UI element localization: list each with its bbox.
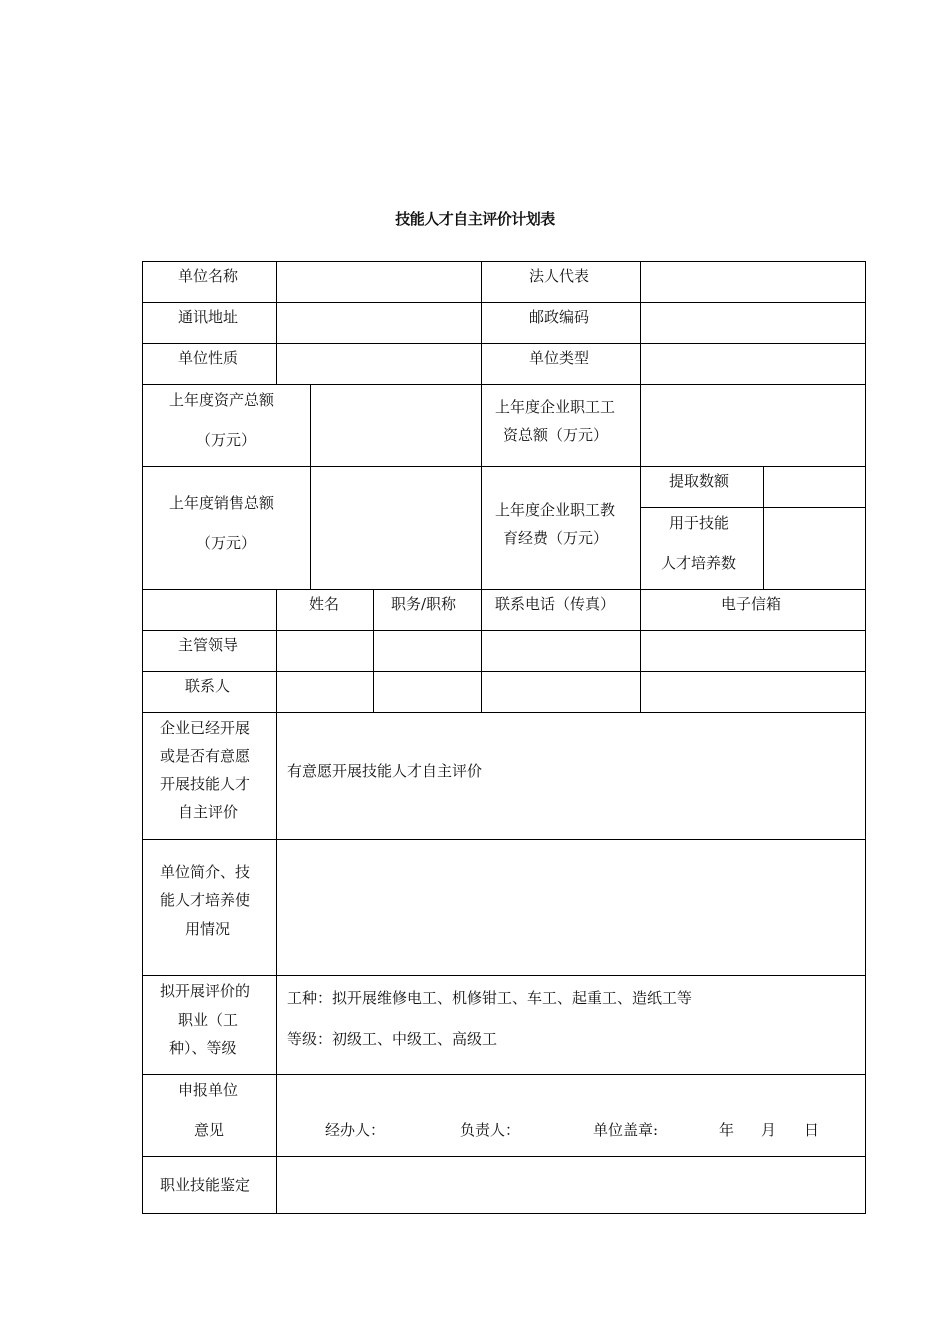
edu-label-cell [481,466,641,590]
contact-person-phone-field[interactable] [481,671,641,713]
occupation-label-line2: 职业（工 [178,1011,239,1029]
intent-value: 有意愿开展技能人才自主评价 [287,762,483,780]
profile-field[interactable] [276,839,866,976]
training-use-label-cell [640,507,764,590]
unit-type-label: 单位类型 [529,349,590,367]
training-use-label-line2: 人才培养数 [661,554,737,572]
unit-nature-label: 单位性质 [178,349,239,367]
occupation-field[interactable] [276,975,866,1075]
contact-person-name-field[interactable] [276,671,374,713]
sales-label-line2: （万元） [196,534,257,552]
profile-label-line1: 单位简介、技 [160,863,251,881]
wage-field[interactable] [640,384,866,467]
opinion-label-line1: 申报单位 [178,1081,239,1099]
month-label: 月 [761,1121,777,1139]
edu-label-line1: 上年度企业职工教 [495,501,616,519]
occupation-label-line3: 种）、等级 [169,1039,237,1057]
contact-header-email-text: 电子信箱 [721,595,782,613]
unit-nature-field[interactable] [276,343,482,385]
contact-header-title [373,589,482,631]
unit-type-field[interactable] [640,343,866,385]
occupation-label-cell [142,975,277,1075]
leader-label: 主管领导 [178,636,239,654]
occupation-types: 工种：拟开展维修电工、机修钳工、车工、起重工、造纸工等 [287,989,693,1007]
intent-label-line4: 自主评价 [178,803,239,821]
opinion-field[interactable] [276,1074,866,1157]
unit-name-label-cell [142,261,277,303]
address-label-cell [142,302,277,344]
unit-nature-label-cell [142,343,277,385]
profile-label-line2: 能人才培养使 [160,891,251,909]
contact-person-title-field[interactable] [373,671,482,713]
contact-header-phone-text: 联系电话（传真） [495,595,616,613]
contact-header-name [276,589,374,631]
wage-label-line2: 资总额（万元） [503,426,609,444]
year-label: 年 [719,1121,735,1139]
legal-rep-field[interactable] [640,261,866,303]
contact-person-label-cell [142,671,277,713]
seal-label: 单位盖章: [593,1121,659,1139]
extract-amount-label-cell [640,466,764,508]
occupation-label-line1: 拟开展评价的 [160,982,251,1000]
contact-person-email-field[interactable] [640,671,866,713]
intent-field[interactable] [276,712,866,840]
contact-header-email [640,589,866,631]
address-field[interactable] [276,302,482,344]
unit-name-field[interactable] [276,261,482,303]
contact-header-title-text: 职务/职称 [391,595,457,613]
contact-person-label: 联系人 [185,677,231,695]
postcode-label-cell [481,302,641,344]
leader-title-field[interactable] [373,630,482,672]
leader-name-field[interactable] [276,630,374,672]
sales-label-cell [142,466,311,590]
assets-label-line1: 上年度资产总额 [169,391,275,409]
leader-label-cell [142,630,277,672]
contact-header-blank [142,589,277,631]
unit-type-label-cell [481,343,641,385]
address-label: 通讯地址 [178,308,239,326]
evaluation-plan-form [143,262,867,1215]
assets-label-cell [142,384,311,467]
wage-label-cell [481,384,641,467]
profile-label-line3: 用情况 [185,920,231,938]
postcode-field[interactable] [640,302,866,344]
occupation-levels: 等级：初级工、中级工、高级工 [287,1030,498,1048]
contact-header-name-text: 姓名 [309,595,340,613]
extract-amount-label: 提取数额 [669,472,730,490]
legal-rep-label: 法人代表 [529,267,590,285]
opinion-label-cell [142,1074,277,1157]
contact-header-phone [481,589,641,631]
legal-rep-label-cell [481,261,641,303]
appraisal-label: 职业技能鉴定 [160,1176,251,1194]
intent-label-line2: 或是否有意愿 [160,747,251,765]
intent-label-cell [142,712,277,840]
assets-label-line2: （万元） [196,431,257,449]
intent-label-line3: 开展技能人才 [160,775,251,793]
postcode-label: 邮政编码 [529,308,590,326]
appraisal-field[interactable] [276,1156,866,1214]
unit-name-label: 单位名称 [178,267,239,285]
day-label: 日 [804,1121,820,1139]
wage-label-line1: 上年度企业职工工 [495,398,616,416]
edu-label-line2: 育经费（万元） [503,529,609,547]
extract-amount-field[interactable] [763,466,866,508]
sales-label-line1: 上年度销售总额 [169,494,275,512]
appraisal-label-cell [142,1156,277,1214]
training-use-field[interactable] [763,507,866,590]
opinion-label-line2: 意见 [194,1121,225,1139]
form-title: 技能人才自主评价计划表 [395,210,555,228]
assets-field[interactable] [310,384,482,467]
training-use-label-line1: 用于技能 [669,514,730,532]
profile-label-cell [142,839,277,976]
leader-email-field[interactable] [640,630,866,672]
sales-field[interactable] [310,466,482,590]
leader-sign-label: 负责人： [460,1121,521,1139]
leader-phone-field[interactable] [481,630,641,672]
handler-label: 经办人： [325,1121,386,1139]
intent-label-line1: 企业已经开展 [160,719,251,737]
